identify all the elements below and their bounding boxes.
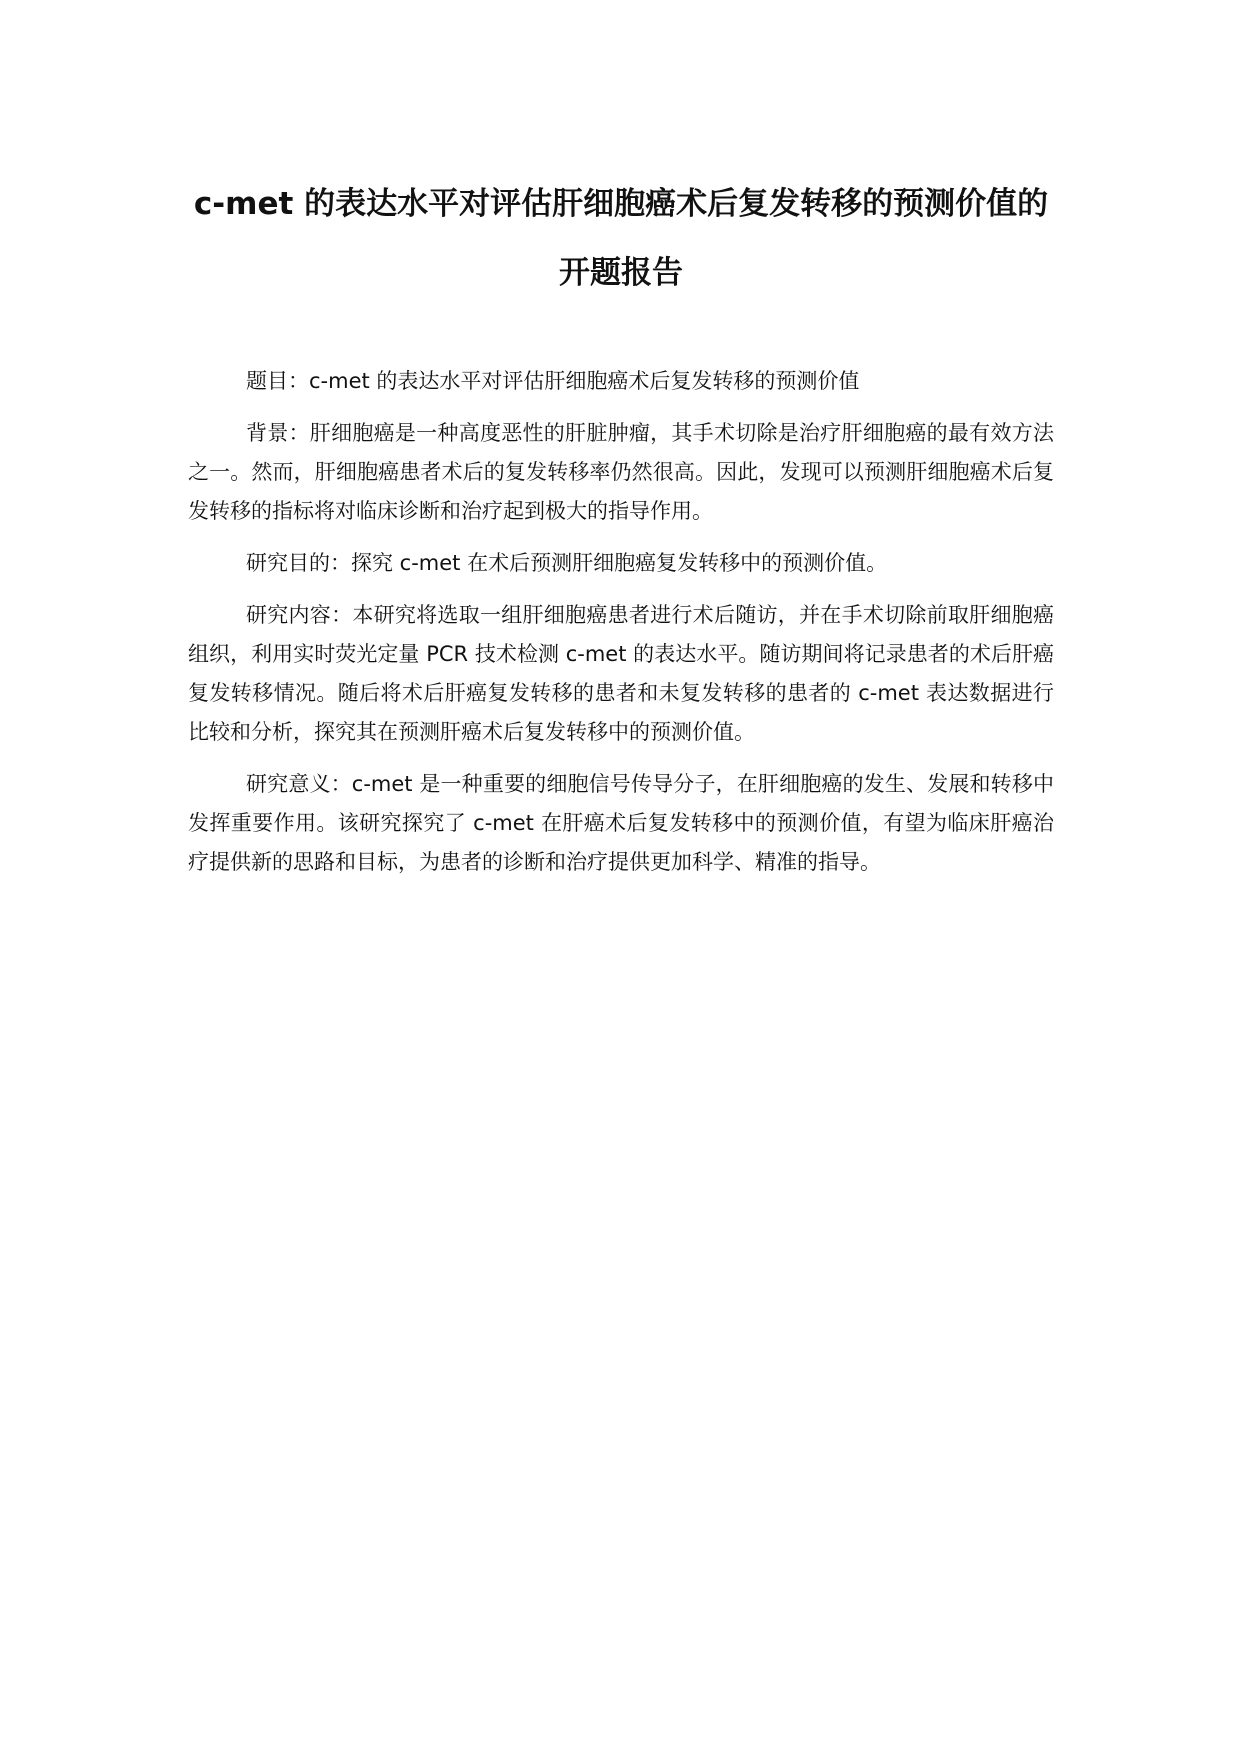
paragraph-topic: 题目：c-met 的表达水平对评估肝细胞癌术后复发转移的预测价值 <box>246 369 860 393</box>
document-page <box>188 0 1054 895</box>
paragraph-significance: 研究意义：c-met 是一种重要的细胞信号传导分子，在肝细胞癌的发生、发展和转移中发挥重要作用。该研究探究了 c-met 在肝癌术后复发转移中的预测价值，有望为临床肝癌治疗提供新的思路和目标，为患者的诊断和治疗提供更加科学、精准的指导。 <box>188 772 1054 874</box>
paragraph-background: 背景：肝细胞癌是一种高度恶性的肝脏肿瘤，其手术切除是治疗肝细胞癌的最有效方法之一。然而，肝细胞癌患者术后的复发转移率仍然很高。因此，发现可以预测肝细胞癌术后复发转移的指标将对临床诊断和治疗起到极大的指导作用。 <box>188 421 1054 523</box>
paragraph-content: 研究内容：本研究将选取一组肝细胞癌患者进行术后随访，并在手术切除前取肝细胞癌组织，利用实时荧光定量 PCR 技术检测 c-met 的表达水平。随访期间将记录患者的术后肝癌复发转移情况。随后将术后肝癌复发转移的患者和未复发转移的患者的 c-met 表达数据进行比较和分析，探究其在预测肝癌术后复发转移中的预测价值。 <box>188 603 1054 744</box>
document-title: c-met 的表达水平对评估肝细胞癌术后复发转移的预测价值的开题报告 <box>193 186 1049 291</box>
paragraph-objective: 研究目的：探究 c-met 在术后预测肝细胞癌复发转移中的预测价值。 <box>246 551 888 575</box>
document-body <box>188 362 1054 882</box>
